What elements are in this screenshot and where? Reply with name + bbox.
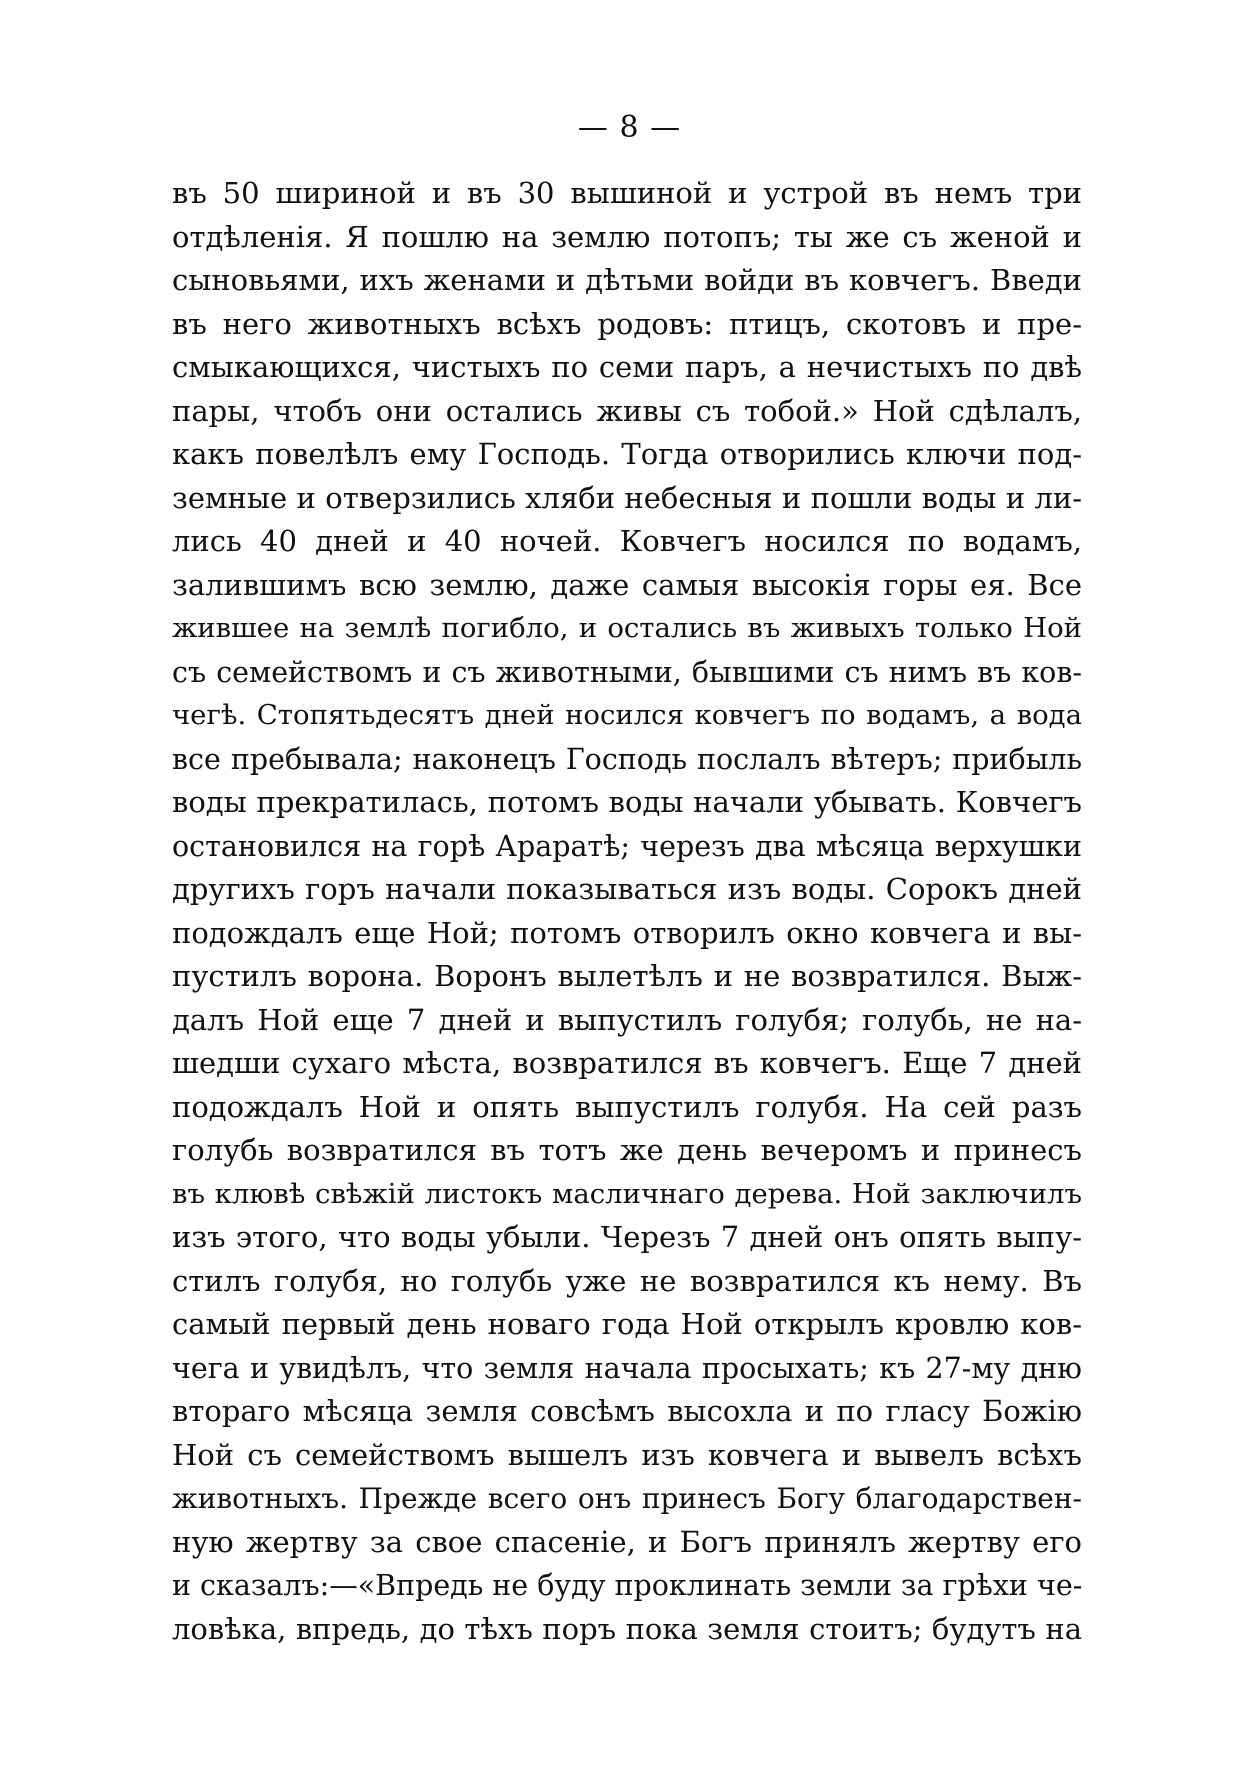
text-line: отдѣленія. Я пошлю на землю потопъ; ты же съ женой и <box>172 219 1082 254</box>
text-line: другихъ горъ начали показываться изъ воды. Сорокъ дней <box>172 872 1082 906</box>
text-line: чега и увидѣлъ, что земля начала просыхать; къ 27-му дню <box>172 1351 1082 1385</box>
text-line: чегѣ. Стопятьдесятъ дней носился ковчегъ по водамъ, а вода <box>172 699 1082 731</box>
text-line: смыкающихся, чистыхъ по семи паръ, а нечистыхъ по двѣ <box>172 350 1082 384</box>
text-line: изъ этого, что воды убыли. Черезъ 7 дней онъ опять выпу- <box>172 1220 1082 1254</box>
text-line: ную жертву за свое спасеніе, и Богъ принялъ жертву его <box>172 1524 1082 1559</box>
text-line: съ семействомъ и съ животными, бывшими съ нимъ въ ков- <box>172 655 1082 689</box>
text-line: остановился на горѣ Араратѣ; черезъ два мѣсяца верхушки <box>172 829 1082 863</box>
text-line: подождалъ еще Ной; потомъ отворилъ окно ковчега и вы- <box>172 915 1082 950</box>
text-line: лись 40 дней и 40 ночей. Ковчегъ носился по водамъ, <box>172 524 1082 558</box>
text-line: самый первый день новаго года Ной открылъ кровлю ков- <box>172 1307 1082 1341</box>
text-line: въ клювѣ свѣжій листокъ масличнаго дерева. Ной заключилъ <box>172 1177 1082 1210</box>
text-line: залившимъ всю землю, даже самыя высокія горы ея. Все <box>172 567 1082 602</box>
text-line: стилъ голубя, но голубь уже не возвратился къ нему. Въ <box>172 1263 1082 1298</box>
text-line: земные и отверзились хляби небесныя и пошли воды и ли- <box>172 480 1082 515</box>
text-line: сыновьями, ихъ женами и дѣтьми войди въ ковчегъ. Введи <box>172 263 1082 297</box>
text-line: жившее на землѣ погибло, и остались въ живыхъ только Ной <box>172 612 1082 644</box>
text-line: воды прекратилась, потомъ воды начали убывать. Ковчегъ <box>172 785 1082 819</box>
text-line: далъ Ной еще 7 дней и выпустилъ голубя; голубь, не на- <box>172 1002 1082 1037</box>
page-number: — 8 — <box>577 110 682 145</box>
text-line: животныхъ. Прежде всего онъ принесъ Богу благодарствен- <box>172 1482 1082 1515</box>
text-line: втораго мѣсяца земля совсѣмъ высохла и по гласу Божію <box>172 1394 1082 1428</box>
text-line: пары, чтобъ они остались живы съ тобой.» Ной сдѣлалъ, <box>172 393 1082 428</box>
text-line: пустилъ ворона. Воронъ вылетѣлъ и не возвратился. Выж- <box>172 959 1082 993</box>
text-line: какъ повелѣлъ ему Господь. Тогда отворились ключи под- <box>172 437 1082 471</box>
text-line: шедши сухаго мѣста, возвратился въ ковчегъ. Еще 7 дней <box>172 1046 1082 1080</box>
text-line: въ 50 шириной и въ 30 вышиной и устрой въ немъ три <box>172 176 1082 210</box>
text-line: подождалъ Ной и опять выпустилъ голубя. На сей разъ <box>172 1089 1082 1124</box>
text-line: голубь возвратился въ тотъ же день вечеромъ и принесъ <box>172 1133 1082 1167</box>
text-line: все пребывала; наконецъ Господь послалъ вѣтеръ; прибыль <box>172 742 1082 776</box>
text-line: и сказалъ:—«Впредь не буду проклинать земли за грѣхи че- <box>172 1569 1083 1602</box>
text-line: въ него животныхъ всѣхъ родовъ: птицъ, скотовъ и пре- <box>172 306 1082 341</box>
text-line: ловѣка, впредь, до тѣхъ поръ пока земля стоитъ; будутъ на <box>172 1611 1082 1646</box>
text-line: Ной съ семействомъ вышелъ изъ ковчега и вывелъ всѣхъ <box>172 1437 1082 1472</box>
body-text <box>172 172 1082 1651</box>
